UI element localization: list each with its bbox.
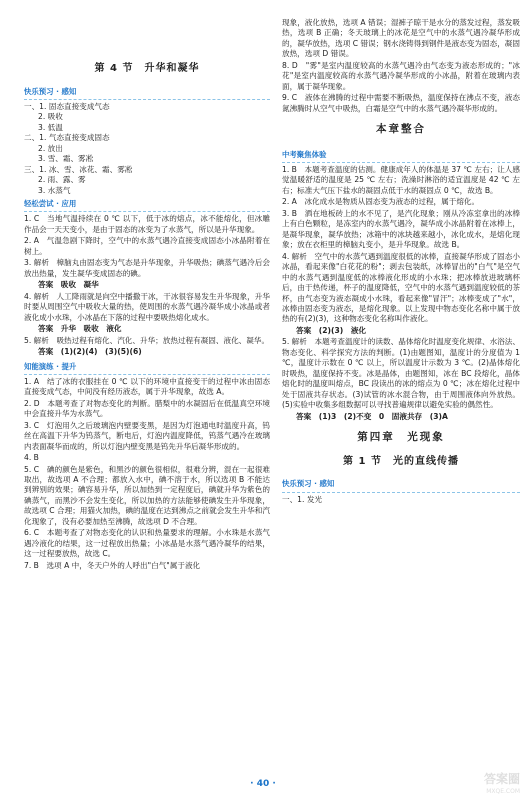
tag-line	[24, 359, 270, 375]
answer-item: 1. B 本题考查温度的估测。健康成年人的体温是 37 ℃ 左右；让人感觉温暖舒适的温度是 25 ℃ 左右；洗澡时淋浴的适宜温度是 42 ℃ 左右；标准大气压下盐水的凝固点低于水的凝固点 0 ℃，故选 B。	[282, 164, 520, 195]
tag-line	[24, 196, 270, 212]
tag-line	[282, 147, 520, 163]
tag-line	[282, 476, 520, 492]
answer-result: 答案 升华 吸收 液化	[38, 324, 122, 334]
answer-item: 4. 解析 人工降雨就是向空中播撒干冰，干冰很容易发生升华现象，升华时要从周围空气中吸收大量的热，使周围的水蒸气遇冷凝华成小冰晶或者液化成小水珠，小冰晶在下落的过程中要吸热熔化成水。	[24, 291, 270, 322]
answer-result: 答案 (1)3 (2)不变 0 固液共存 (3)A	[296, 411, 448, 421]
chapter-summary-title: 本章整合	[376, 123, 426, 136]
list-item: 3. 低温	[38, 122, 63, 132]
answer-item: 5. C 碘的颜色是紫色，和黑沙的颜色很相似，很难分辨，混在一起很难取出，故选项 A 不合理；都放入水中，碘不溶于水，所以选项 B 不能达到辨别的效果；碘容易升华，所以加热到一定程度后，碘就升华为紫色的碘蒸气，而黑沙不会发生变化，所以加热的方法能够使碘发生升华现象，故选项 C 合理；用猫火加热，碘的温度在达到沸点之前就会发生升华和汽化现象了，没有必要加热至沸腾，故选项 D 不合理。	[24, 464, 270, 526]
answer-item: 8. D "雾"是室内温度较高的水蒸气遇冷由气态变为液态形成的；"冰花"是室内温度较高的水蒸气遇冷凝华形成的小冰晶，附着在玻璃内表面，属于凝华现象。	[282, 60, 520, 91]
list-item: 二、1. 气态直接变成固态	[24, 133, 110, 143]
chapter-title: 第四章 光现象	[357, 431, 445, 444]
tag-exam: 中考聚焦体验	[282, 149, 327, 159]
watermark-logo	[484, 771, 520, 796]
list-item: 一、1. 固态直接变成气态	[24, 102, 110, 112]
list-item: 2. 雨、露、雾	[38, 175, 86, 185]
answer-item: 5. 解析 本题考查温度计的读数、晶体熔化时温度变化规律、水浴法、物态变化、科学探究方法的判断。(1)由题图知，温度计的分度值为 1 ℃，温度计示数在 0 ℃ 以上，所以温度计示数为 3 ℃。(2)晶体熔化时吸热，温度保持不变。冰是晶体，由题图知，冰在 BC 段熔化，晶体熔化时的温度叫熔点，BC 段读出的冰的熔点为 0 ℃；冰在熔化过程中处于固液共存状态。(3)试管的冰水混合物，由于周围液体向外放热。(5)实验中收集多组数据可以寻找普遍规律以避免实验的偶然性。	[282, 337, 520, 410]
answer-result: 答案 (2)(3) 液化	[296, 325, 367, 335]
practice-list	[24, 377, 270, 571]
answer-item: 4. B	[24, 453, 39, 463]
answer-result: 答案 吸收 凝华	[38, 280, 99, 290]
try-list	[24, 214, 270, 357]
answer-item: 2. A 冰化成水是物质从固态变为液态的过程，属于熔化。	[282, 197, 480, 207]
answer-item: 4. 解析 空气中的水蒸气遇到温度很低的冰棒，直接凝华形成了固态小冰晶，看起来像"白花花的粉"；剥去包装纸，冰棒冒出的"白气"是空气中的水蒸气遇到温度低的冰棒液化形成的小水珠；把冰棒放进玻璃杯后，由于热传递，杯子的温度降低，空气中的水蒸气遇到温度较低的茶杯，由气态变为液态凝成小水珠，看起来像"冒汗"；冰棒变成了"水"，冰棒由固态变为液态，是熔化现象。以上发现中物态变化名称中属于放热的有(2)(3)，这种物态变化名称叫作液化。	[282, 251, 520, 324]
watermark-url: MXQE.COM	[486, 787, 520, 795]
answer-item: 2. D 本题考查了对物态变化的判断。腊梨中的水凝固后在低温真空环境中会直接升华为水蒸气。	[24, 398, 270, 419]
preview-list	[24, 102, 270, 196]
exam-list	[282, 165, 520, 422]
answer-item: 现象，液化放热，选项 A 错误；湿裤子晾干是水分的蒸发过程，蒸发吸热，选项 B 正确；冬天玻璃上的冰花是空气中的水蒸气遇冷凝华形成的，凝华放热，选项 C 错误；钢水浇铸得到钢件是液态变为固态，凝固放热，选项 D 错误。	[282, 18, 520, 59]
tag-try: 轻松尝试 · 应用	[24, 199, 77, 209]
answer-item: 5. 解析 吸热过程有熔化、汽化、升华；放热过程有凝固、液化、凝华。	[24, 335, 270, 345]
list-item: 2. 吸收	[38, 112, 63, 122]
answer-item: 7. B 选项 A 中，冬天户外的人呼出"白气"属于液化	[24, 560, 201, 570]
left-column	[24, 58, 270, 572]
continued-list	[282, 18, 520, 114]
list-item: 三、1. 冰、雪、冰花、霜、雾凇	[24, 164, 133, 174]
watermark-text: 答案圈	[483, 772, 520, 787]
page-number: · 40 ·	[250, 779, 276, 789]
answer-item: 9. C 液体在沸腾的过程中需要不断吸热，温度保持在沸点不变，液态氮沸腾时从空气中吸热，白霜是空气中的水蒸气遇冷凝华形成的。	[282, 93, 520, 113]
answer-item: 6. C 本题考查了对物态变化的认识和热量要求的理解。小水珠是水蒸气遇冷液化的结果，这一过程放出热量；小冰晶是水蒸气遇冷凝华的结果，这一过程要放热，故选 C。	[24, 528, 270, 559]
answer-item: 3. 解析 樟脑丸由固态变为气态是升华现象，升华吸热；碘蒸气遇冷后会放出热量，发生凝华变成固态的碘。	[24, 258, 270, 278]
answer-result: 答案 (1)(2)(4) (3)(5)(6)	[38, 347, 142, 357]
answer-item: 2. A 气温急剧下降时，空气中的水蒸气遇冷直接变成固态小冰晶附着在树上。	[24, 236, 270, 256]
list-item: 3. 水蒸气	[38, 185, 71, 195]
list-item: 3. 雪、霜、雾凇	[38, 154, 94, 164]
list-item: 一、1. 发光	[282, 494, 323, 504]
list-item: 2. 放出	[38, 143, 63, 153]
answer-item: 1. A 结了冰的衣服挂在 0 ℃ 以下的环境中直接变干的过程中冰由固态直接变成气态，中间没有经历液态，属于升华现象，故选 A。	[24, 376, 270, 397]
tag-preview: 快乐预习 · 感知	[24, 86, 77, 96]
section-title: 第 4 节 升华和凝华	[94, 63, 200, 74]
tag-practice: 知能演练 · 提升	[24, 361, 77, 371]
right-column	[282, 18, 520, 505]
answer-item: 1. C 当地气温持续在 0 ℃ 以下，低于冰的熔点，冰不能熔化，但冰雕作品会一天天变小，是由于固态的冰变为了水蒸气，所以是升华现象。	[24, 214, 270, 234]
tag-preview: 快乐预习 · 感知	[282, 479, 335, 489]
section-title: 第 1 节 光的直线传播	[343, 455, 459, 467]
tag-line	[24, 84, 270, 100]
answer-item: 3. C 灯泡用久之后玻璃泡内壁要变黑，是因为灯泡通电时温度升高，钨丝在高温下升华为钨蒸气，断电后，灯泡内温度降低，钨蒸气遇冷在玻璃内表面凝华而成的，所以灯泡内壁变黑是钨先升华后凝华形成的。	[24, 420, 270, 451]
answer-item: 3. B 洒在地板砖上的水不见了，是汽化现象；刚从冷冻室拿出的冰棒上有白色颗粒，是冻室内的水蒸气遇冷，凝华成小冰晶附着在冰棒上，是凝华现象，凝华放热；冰箱中的冰块越来越小，冰化成水，是熔化现象；放在衣柜里的樟脑丸变小，是升华现象。故选 B。	[282, 208, 520, 250]
